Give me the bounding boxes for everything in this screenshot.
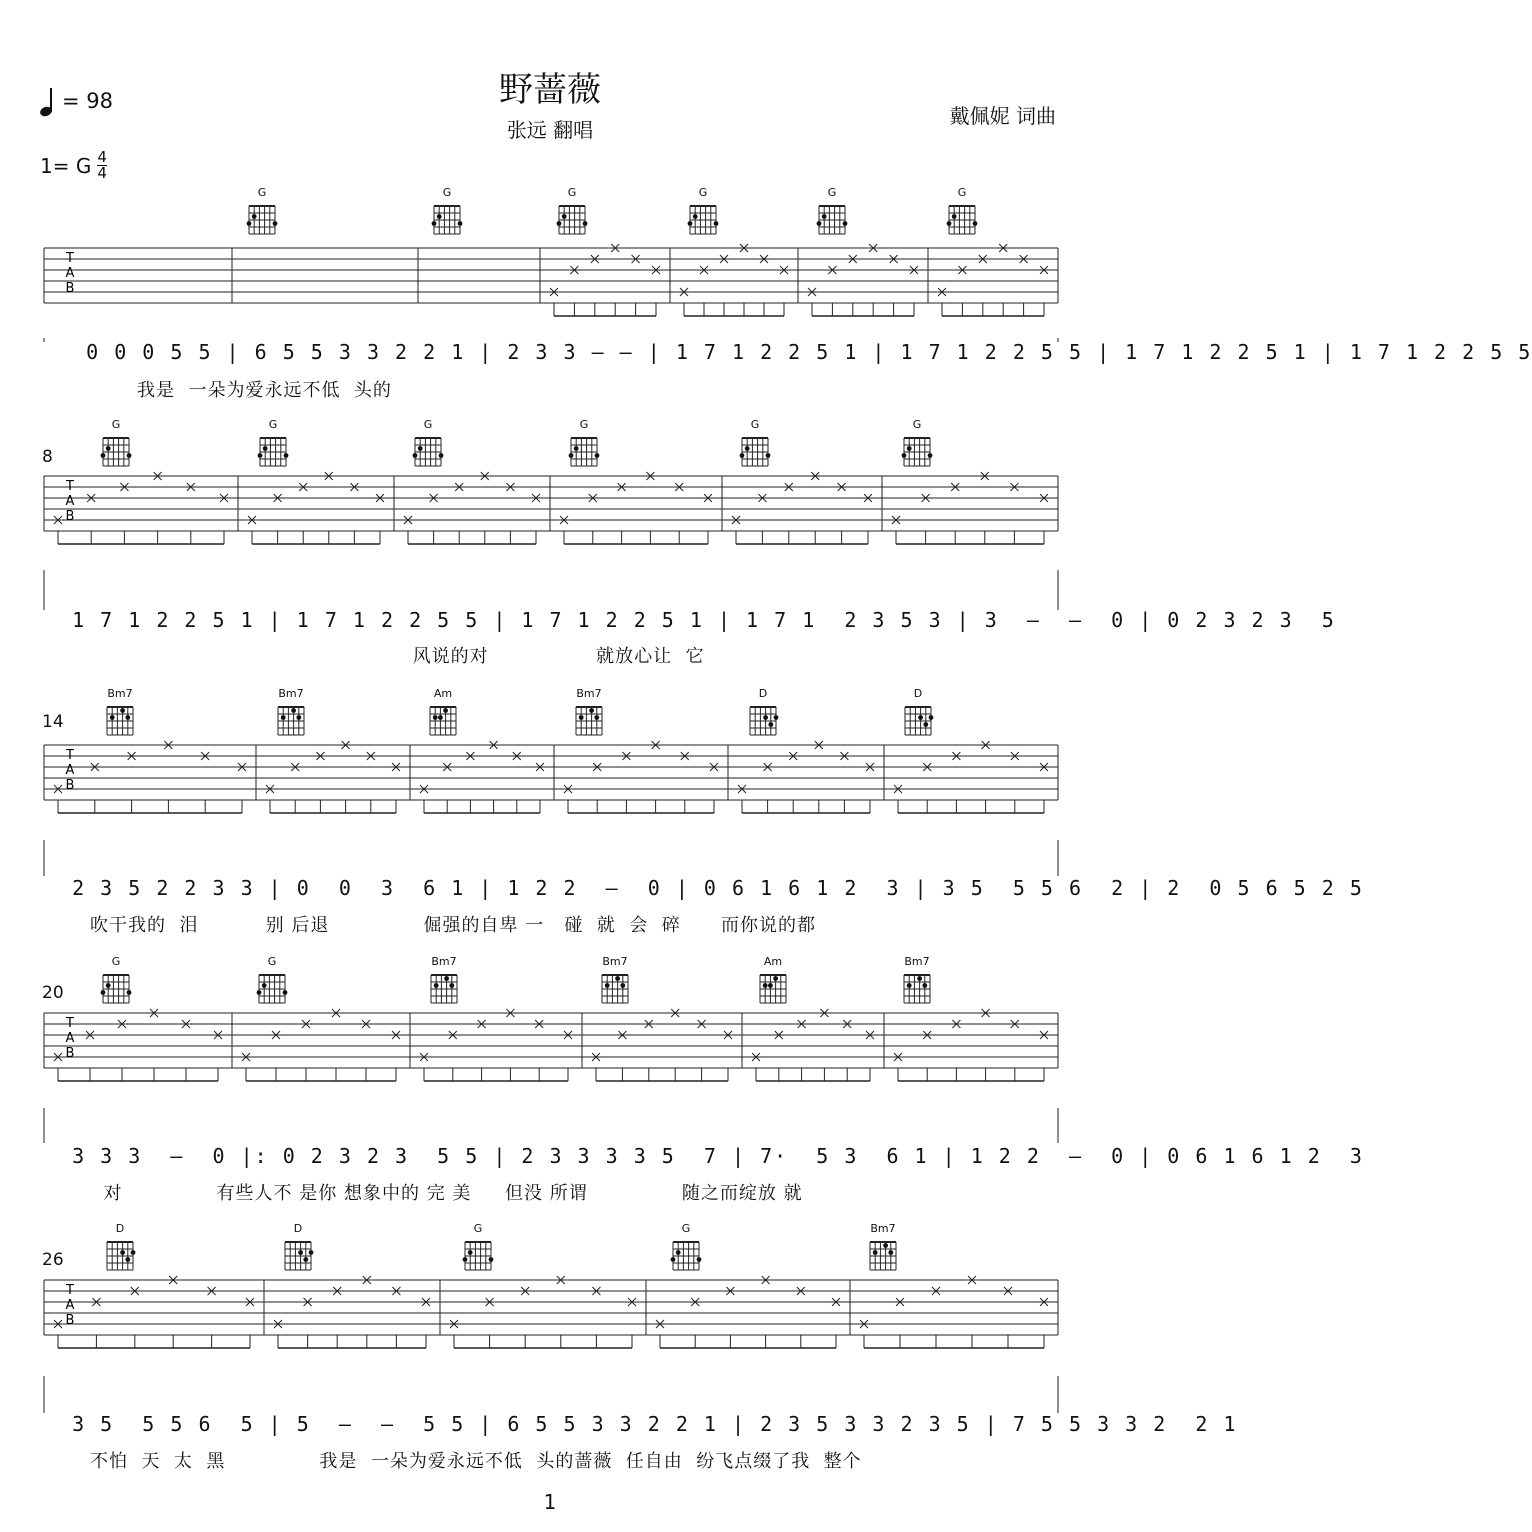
chord-grid — [571, 687, 607, 737]
chord-name: G — [423, 418, 433, 431]
chord-name: Bm7 — [904, 955, 930, 968]
chord-grid — [273, 687, 309, 737]
chord-finger-dot — [101, 453, 106, 458]
chord-finger-dot — [438, 715, 443, 720]
tab-clef-letter: T — [66, 1283, 74, 1298]
chord-finger-dot — [273, 221, 278, 226]
chord-finger-dot — [106, 983, 111, 988]
chord-diagram — [814, 186, 850, 236]
chord-grid — [755, 955, 791, 1005]
chord-finger-dot — [907, 446, 912, 451]
chord-finger-dot — [131, 1250, 136, 1255]
chord-finger-dot — [468, 1250, 473, 1255]
chord-finger-dot — [283, 990, 288, 995]
chord-grid — [280, 1222, 316, 1272]
chord-grid — [244, 186, 280, 236]
tab-clef-letter: B — [65, 1046, 75, 1061]
tempo-value: = 98 — [62, 89, 113, 113]
chord-finger-dot — [923, 722, 928, 727]
chord-name: G — [257, 186, 267, 199]
chord-diagram — [755, 955, 791, 1005]
tab-clef-letter: T — [66, 1016, 74, 1031]
chord-finger-dot — [557, 221, 562, 226]
chord-name: Bm7 — [431, 955, 457, 968]
chord-finger-dot — [125, 715, 130, 720]
chord-finger-dot — [263, 446, 268, 451]
chord-finger-dot — [773, 976, 778, 981]
chord-finger-dot — [101, 990, 106, 995]
chord-finger-dot — [929, 715, 934, 720]
chord-finger-dot — [688, 221, 693, 226]
chord-grid — [425, 687, 461, 737]
chord-name: D — [115, 1222, 125, 1235]
chord-diagram — [254, 955, 290, 1005]
chord-finger-dot — [918, 715, 923, 720]
jianpu-line: 1 7 1 2 2 5 1 | 1 7 1 2 2 5 5 | 1 7 1 2 2 5 1 | 1 7 1 2 3 5 3 | 3 – – 0 | 0 2 3 2 3 5 — [44, 608, 1336, 632]
chord-name: G — [268, 418, 278, 431]
chord-finger-dot — [569, 453, 574, 458]
chord-grid — [254, 955, 290, 1005]
chord-diagram — [102, 687, 138, 737]
chord-finger-dot — [110, 715, 115, 720]
tab-clef-letter: T — [66, 479, 74, 494]
tab-clef-letter: A — [65, 763, 75, 778]
chord-name: Bm7 — [576, 687, 602, 700]
chord-grid — [554, 186, 590, 236]
measure-number: 8 — [42, 447, 53, 467]
chord-name: G — [750, 418, 760, 431]
chord-finger-dot — [768, 722, 773, 727]
chord-name: Am — [763, 955, 783, 968]
chord-finger-dot — [917, 976, 922, 981]
tab-clef-letter: T — [66, 748, 74, 763]
chord-finger-dot — [822, 214, 827, 219]
chord-finger-dot — [291, 708, 296, 713]
lyric-line: 对 有些人不 是你 想象中的 完 美 但没 所谓 随之而绽放 就 — [90, 1183, 803, 1204]
chord-finger-dot — [247, 221, 252, 226]
chord-finger-dot — [489, 1257, 494, 1262]
tab-clef-letter: A — [65, 266, 75, 281]
chord-finger-dot — [774, 715, 779, 720]
chord-grid — [98, 955, 134, 1005]
chord-finger-dot — [298, 1250, 303, 1255]
tab-clef-letter: B — [65, 778, 75, 793]
chord-name: G — [111, 418, 121, 431]
tab-clef-letter: T — [66, 251, 74, 266]
chord-finger-dot — [434, 983, 439, 988]
chord-diagram — [668, 1222, 704, 1272]
chord-grid — [685, 186, 721, 236]
chord-diagram — [900, 687, 936, 737]
measure-number: 20 — [42, 983, 64, 1003]
chord-grid — [668, 1222, 704, 1272]
chord-name: G — [473, 1222, 483, 1235]
chord-diagram — [899, 955, 935, 1005]
chord-finger-dot — [309, 1250, 314, 1255]
chord-diagram — [554, 186, 590, 236]
chord-diagram — [244, 186, 280, 236]
chord-finger-dot — [444, 976, 449, 981]
tab-clef-letter: A — [65, 1298, 75, 1313]
chord-finger-dot — [589, 708, 594, 713]
chord-name: D — [758, 687, 768, 700]
chord-name: G — [567, 186, 577, 199]
jianpu-line: 2 3 5 2 2 3 3 | 0 0 3 6 1 | 1 2 2 – 0 | 0 6 1 6 1 2 3 | 3 5 5 5 6 2 | 2 0 5 6 5 2 5 — [44, 876, 1364, 900]
chord-grid — [944, 186, 980, 236]
chord-finger-dot — [594, 715, 599, 720]
chord-diagram — [566, 418, 602, 468]
chord-name: G — [827, 186, 837, 199]
chord-finger-dot — [432, 221, 437, 226]
chord-finger-dot — [303, 1257, 308, 1262]
chord-name: Bm7 — [107, 687, 133, 700]
chord-finger-dot — [120, 1250, 125, 1255]
chord-finger-dot — [574, 446, 579, 451]
chord-finger-dot — [437, 214, 442, 219]
measure-number: 14 — [42, 712, 64, 732]
lyric-line: 吹干我的 泪 别 后退 倔强的自卑 一 碰 就 会 碎 而你说的都 — [90, 915, 817, 936]
chord-name: G — [442, 186, 452, 199]
chord-finger-dot — [127, 990, 132, 995]
chord-finger-dot — [922, 983, 927, 988]
chord-finger-dot — [605, 983, 610, 988]
chord-grid — [597, 955, 633, 1005]
chord-finger-dot — [697, 1257, 702, 1262]
chord-finger-dot — [443, 708, 448, 713]
chord-grid — [426, 955, 462, 1005]
jianpu-line: 3 5 5 5 6 5 | 5 – – 5 5 | 6 5 5 3 3 2 2 1 | 2 3 5 3 3 2 3 5 | 7 5 5 3 3 2 2 1 — [44, 1412, 1238, 1436]
chord-finger-dot — [579, 715, 584, 720]
jianpu-line: 0 0 0 5 5 | 6 5 5 3 3 2 2 1 | 2 3 3 – – | 1 7 1 2 2 5 1 | 1 7 1 2 2 5 5 | 1 7 1 2 2 5 1 | 1 7 1 2 2 5 5 — [44, 340, 1532, 364]
chord-diagram — [737, 418, 773, 468]
chord-finger-dot — [413, 453, 418, 458]
chord-grid — [900, 687, 936, 737]
chord-grid — [410, 418, 446, 468]
chord-finger-dot — [740, 453, 745, 458]
chord-finger-dot — [843, 221, 848, 226]
chord-diagram — [899, 418, 935, 468]
chord-finger-dot — [418, 446, 423, 451]
chord-name: Bm7 — [870, 1222, 896, 1235]
jianpu-line: 3 3 3 – 0 |: 0 2 3 2 3 5 5 | 2 3 3 3 3 5 7 | 7· 5 3 6 1 | 1 2 2 – 0 | 0 6 1 6 1 2 3 — [44, 1144, 1364, 1168]
chord-finger-dot — [281, 715, 286, 720]
chord-finger-dot — [883, 1243, 888, 1248]
chord-grid — [814, 186, 850, 236]
chord-finger-dot — [439, 453, 444, 458]
tab-clef-letter: B — [65, 281, 75, 296]
chord-grid — [566, 418, 602, 468]
chord-grid — [865, 1222, 901, 1272]
chord-finger-dot — [284, 453, 289, 458]
chord-diagram — [273, 687, 309, 737]
chord-diagram — [410, 418, 446, 468]
chord-finger-dot — [257, 990, 262, 995]
chord-finger-dot — [127, 453, 132, 458]
chord-finger-dot — [458, 221, 463, 226]
chord-finger-dot — [258, 453, 263, 458]
lyric-line: 风说的对 就放心让 它 — [90, 646, 705, 667]
chord-finger-dot — [888, 1250, 893, 1255]
chord-diagram — [597, 955, 633, 1005]
chord-diagram — [425, 687, 461, 737]
chord-finger-dot — [262, 983, 267, 988]
tab-clef-letter: B — [65, 1313, 75, 1328]
chord-finger-dot — [583, 221, 588, 226]
chord-diagram — [426, 955, 462, 1005]
chord-diagram — [685, 186, 721, 236]
chord-finger-dot — [676, 1250, 681, 1255]
chord-finger-dot — [763, 983, 768, 988]
chord-grid — [737, 418, 773, 468]
chord-name: G — [579, 418, 589, 431]
chord-finger-dot — [296, 715, 301, 720]
composer-credit: 戴佩妮 词曲 — [949, 104, 1056, 128]
chord-name: D — [913, 687, 923, 700]
chord-name: G — [111, 955, 121, 968]
chord-diagram — [255, 418, 291, 468]
chord-diagram — [944, 186, 980, 236]
chord-finger-dot — [973, 221, 978, 226]
chord-finger-dot — [928, 453, 933, 458]
chord-diagram — [98, 955, 134, 1005]
chord-finger-dot — [768, 983, 773, 988]
chord-finger-dot — [947, 221, 952, 226]
chord-grid — [899, 418, 935, 468]
chord-grid — [98, 418, 134, 468]
chord-finger-dot — [671, 1257, 676, 1262]
lyric-line: 我是 一朵为爱永远不低 头的 — [90, 380, 392, 401]
page-number: 1 — [543, 1490, 557, 1514]
chord-name: G — [957, 186, 967, 199]
chord-name: G — [912, 418, 922, 431]
chord-grid — [102, 687, 138, 737]
chord-finger-dot — [433, 715, 438, 720]
chord-finger-dot — [766, 453, 771, 458]
chord-finger-dot — [615, 976, 620, 981]
chord-finger-dot — [125, 1257, 130, 1262]
chord-finger-dot — [907, 983, 912, 988]
chord-finger-dot — [595, 453, 600, 458]
chord-name: Am — [433, 687, 453, 700]
chord-finger-dot — [902, 453, 907, 458]
chord-grid — [899, 955, 935, 1005]
chord-diagram — [460, 1222, 496, 1272]
chord-finger-dot — [620, 983, 625, 988]
chord-diagram — [745, 687, 781, 737]
chord-grid — [255, 418, 291, 468]
measure-number: 26 — [42, 1250, 64, 1270]
time-signature: 4 4 — [97, 148, 107, 182]
key-label: 1= G — [40, 153, 92, 178]
chord-name: G — [698, 186, 708, 199]
chord-name: G — [681, 1222, 691, 1235]
chord-grid — [429, 186, 465, 236]
chord-finger-dot — [120, 708, 125, 713]
song-title: 野蔷薇 — [499, 70, 601, 110]
chord-finger-dot — [763, 715, 768, 720]
chord-diagram — [865, 1222, 901, 1272]
chord-name: Bm7 — [278, 687, 304, 700]
chord-finger-dot — [714, 221, 719, 226]
chord-name: D — [293, 1222, 303, 1235]
chord-grid — [102, 1222, 138, 1272]
chord-finger-dot — [562, 214, 567, 219]
chord-diagram — [571, 687, 607, 737]
lyric-line: 不怕 天 太 黑 我是 一朵为爱永远不低 头的蔷薇 任自由 纷飞点缀了我 整个 — [90, 1451, 862, 1472]
tab-clef-letter: A — [65, 1031, 75, 1046]
chord-diagram — [280, 1222, 316, 1272]
chord-diagram — [429, 186, 465, 236]
chord-finger-dot — [817, 221, 822, 226]
tab-clef-letter: B — [65, 509, 75, 524]
chord-name: G — [267, 955, 277, 968]
tab-clef-letter: A — [65, 494, 75, 509]
chord-finger-dot — [106, 446, 111, 451]
cover-artist: 张远 翻唱 — [506, 118, 594, 142]
chord-finger-dot — [693, 214, 698, 219]
chord-grid — [745, 687, 781, 737]
chord-finger-dot — [252, 214, 257, 219]
chord-finger-dot — [449, 983, 454, 988]
chord-name: Bm7 — [602, 955, 628, 968]
chord-finger-dot — [952, 214, 957, 219]
chord-diagram — [98, 418, 134, 468]
chord-finger-dot — [873, 1250, 878, 1255]
chord-grid — [460, 1222, 496, 1272]
chord-finger-dot — [745, 446, 750, 451]
chord-finger-dot — [463, 1257, 468, 1262]
chord-diagram — [102, 1222, 138, 1272]
